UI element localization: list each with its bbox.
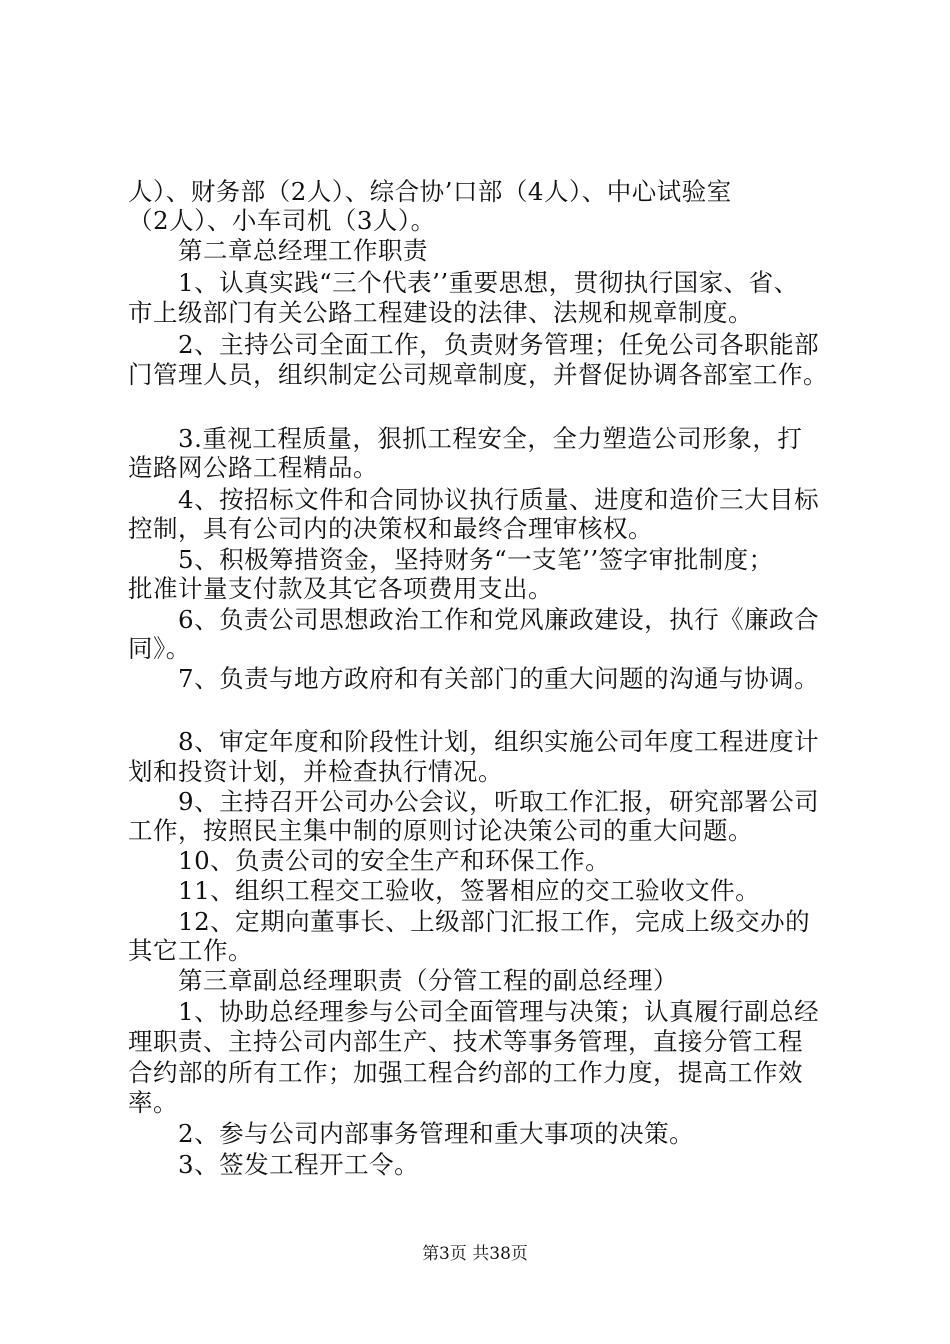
chapter-heading: 第三章副总经理职责（分管工程的副总经理）	[178, 966, 678, 995]
text-line: 8、审定年度和阶段性计划，组织实施公司年度工程进度计	[178, 727, 820, 756]
text-line: 3、签发工程开工令。	[178, 1150, 420, 1179]
text-line: （2人）、小车司机（3人）。	[128, 206, 436, 235]
text-line: 5、积极筹措资金，坚持财务“一支笔’’签字审批制度；	[178, 545, 774, 574]
text-line: 2、主持公司全面工作，负责财务管理；任免公司各职能部	[178, 330, 820, 359]
text-line: 1、认真实践“三个代表’’重要思想，贯彻执行国家、省、	[178, 268, 799, 297]
text-line: 1、协助总经理参与公司全面管理与决策；认真履行副总经	[178, 997, 820, 1026]
text-line: 其它工作。	[128, 936, 253, 965]
text-line: 7、负责与地方政府和有关部门的重大问题的沟通与协调。	[178, 664, 820, 693]
text-line: 9、主持召开公司办公会议，听取工作汇报，研究部署公司	[178, 787, 820, 816]
text-line: 控制，具有公司内的决策权和最终合理审核权。	[128, 514, 653, 543]
text-line: 6、负责公司思想政治工作和党风廉政建设，执行《廉政合	[178, 605, 820, 634]
text-line: 10、负责公司的安全生产和环保工作。	[178, 846, 611, 875]
text-line: 同》。	[128, 634, 191, 663]
text-line: 合约部的所有工作；加强工程合约部的工作力度，提高工作效	[128, 1058, 803, 1087]
text-line: 12、定期向董事长、上级部门汇报工作，完成上级交办的	[178, 907, 811, 936]
text-line: 批准计量支付款及其它各项费用支出。	[128, 574, 553, 603]
text-line: 门管理人员，组织制定公司规章制度，并督促协调各部室工作。	[128, 360, 828, 389]
text-line: 3.重视工程质量，狠抓工程安全，全力塑造公司形象，打	[178, 424, 803, 453]
chapter-heading: 第二章总经理工作职责	[178, 236, 428, 265]
text-line: 4、按招标文件和合同协议执行质量、进度和造价三大目标	[178, 485, 820, 514]
text-line: 造路网公路工程精品。	[128, 453, 378, 482]
text-line: 率。	[128, 1088, 178, 1117]
text-line: 理职责、主持公司内部生产、技术等事务管理，直接分管工程	[128, 1027, 803, 1056]
text-line: 划和投资计划，并检查执行情况。	[128, 757, 503, 786]
text-line: 人）、财务部（2人）、综合协’口部（4人）、中心试验室	[128, 177, 732, 206]
text-line: 工作，按照民主集中制的原则讨论决策公司的重大问题。	[128, 816, 753, 845]
text-line: 11、组织工程交工验收，签署相应的交工验收文件。	[178, 876, 761, 905]
text-line: 2、参与公司内部事务管理和重大事项的决策。	[178, 1119, 695, 1148]
text-line: 市上级部门有关公路工程建设的法律、法规和规章制度。	[128, 298, 753, 327]
page-number-footer: 第3页 共38页	[422, 1244, 528, 1264]
